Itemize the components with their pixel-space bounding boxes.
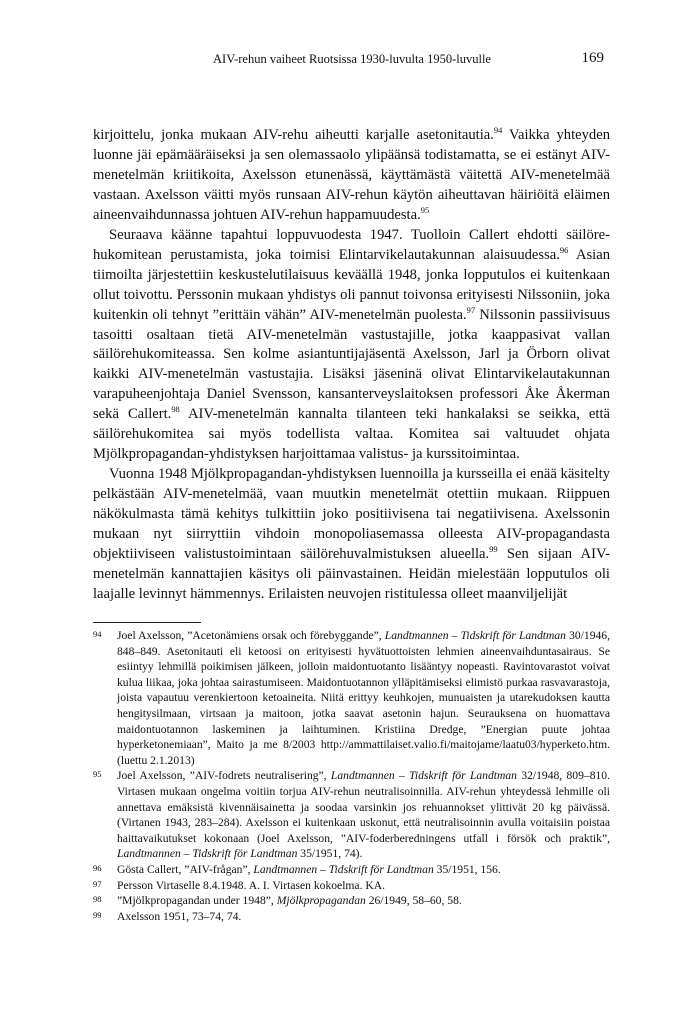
footnote-number: 99 — [93, 909, 102, 920]
running-header — [93, 52, 610, 70]
footnote-ref-96[interactable]: 96 — [559, 244, 569, 255]
footnote-ref-98[interactable]: 98 — [171, 404, 180, 415]
footnote-ref-94[interactable]: 94 — [493, 125, 503, 136]
footnote-number: 97 — [93, 878, 102, 889]
footnotes — [93, 628, 610, 924]
paragraph-1: kirjoittelu, jonka mukaan AIV-rehu aiheutti karjalle asetonitautia.$^{94}$ Vaikka yhteyden luonne jäi epämääräiseksi ja sen olemassaolo ylipäänsä todistamatta, se ei estänyt AIV-menetelmän kriitikoita, Axelsson etunenässä, käyttämästä väitettä AIV-menetelmää vastaan. Axelsson väitti myös runsaan AIV-rehun käytön aiheuttavan häiriöitä eläimen aineenvaihdunnassa johtuen AIV-rehun happamuudesta.$^{95}$ — [93, 125, 610, 223]
paragraph-2: Seuraava käänne tapahtui loppuvuodesta 1947. Tuolloin Callert ehdotti säilörehukomitean perustamista, joka toimisi Elintarvikelautakunnan alaisuudessa.$^{96}$ Asian tiimoilta järjestettiin keskustelutilaisuus keväällä 1948, jonka lopputulos ei kuitenkaan ollut toivottu. Perssonin mukaan yhdistys oli pannut toivonsa erityisesti Nilssoniin, joka kuitenkin oli tehnyt ”erittäin vähän” AIV-menetelmän puolesta.$^{97}$ Nilssonin passiivisuus tasoitti osaltaan tietä AIV-menetelmän vastustajille, jotka kaappasivat vallan säilörehukomiteassa. Sen kolme asiantuntijajäsentä Axelsson, Jarl ja Örborn olivat kaikki AIV-menetelmän vastustajia. Lisäksi jäseninä olivat Elintarvikelautakunnan varapuheenjohtaja Daniel Svensson, kansanterveyslaitoksen professori Åke Åkerman sekä Callert.$^{98}$ AIV-menetelmän kannalta tilanteen teki hankalaksi se seikka, että säilörehukomitea sai myös todellista valtaa. Komitea sai valtuudet ohjata Mjölkpropagandan-yhdistyksen harjoittamaa valistus- ja kurssitoimintaa. — [93, 226, 611, 463]
footnote-number: 96 — [93, 862, 102, 873]
footnote-number: 95 — [93, 769, 102, 780]
footnote-ref-97[interactable]: 97 — [466, 304, 476, 315]
footnote-94: 94 Joel Axelsson, ”Acetonämiens orsak och förebyggande”, Landtmannen – Tidskrift för Landtman 30/1946, 848–849. Asetonitauti eli ketoosi on erityisesti hyvätuottoisten lehmien aineenvaihduntasairaus. Se esiintyy lehmillä poikimisen jälkeen, jolloin maidontuotanto lisääntyy nopeasti. Ravintovarastot voivat kulua liikaa, joka johtaa sairastumiseen. Maidontuotannon ylläpitämiseksi elimistö purkaa rasvavarastoja, joista vapautuu verenkiertoon ketoaineita. Niitä erittyy keuhkojen, munuaisten ja utarekudoksen kautta hengitysilmaan, virtsaan ja maitoon, jotka saavat asetonin hajun. Seurauksena on huomattava maidontuotannon laskeminen ja laihtuminen. Kristiina Dredge, ”Energian puute johtaa hyperketonemiaan”, Maito ja me 8/2003 http://ammattilaiset.valio.fi/maitojame/laatu03/hyperketo.htm. (luettu 2.1.2013) — [93, 629, 610, 767]
body-text — [93, 126, 610, 605]
page-number: 169 — [581, 50, 604, 66]
footnote-95: 95 Joel Axelsson, ”AIV-fodrets neutralisering”, Landtmannen – Tidskrift för Landtman 32/1948, 809–810. Virtasen mukaan ongelma voitiin torjua AIV-rehun neutralisoinnilla. AIV-rehun yhteydessä lehmille oli annettava emäksistä kivennäisainetta ja soodaa varsinkin jos rehuannokset ylittivät 20 kg päivässä. (Virtanen 1943, 283–284). Axelsson ei kuitenkaan uskonut, että neutralisoinnin avulla voitaisiin poistaa haittavaikutukset kokonaan (Joel Axelsson, ”AIV-foderberedningens utfall i försök och praktik”, Landtmannen – Tidskrift för Landtman 35/1951, 74). — [93, 769, 610, 861]
footnote-ref-99[interactable]: 99 — [489, 544, 498, 555]
footnote-98: 98 ”Mjölkpropagandan under 1948”, Mjölkpropagandan 26/1949, 58–60, 58. — [93, 894, 462, 908]
footnote-divider — [93, 622, 201, 623]
paragraph-3: Vuonna 1948 Mjölkpropagandan-yhdistyksen luennoilla ja kursseilla ei enää käsitelty pelkästään AIV-menetelmää, vaan muutkin menetelmät otettiin mukaan. Riippuen näkökulmasta tämä kehitys tulkittiin joko positiivisena tai negatiivisena. Axelssonin mukaan nyt siirryttiin vihdoin monopoliasemassa olleesta AIV-propagandasta objektiiviseen valistustoimintaan säilörehuvalmistuksen alueella.$^{99}$ Sen sijaan AIV-menetelmän kannattajien käsitys oli päinvastainen. Heidän mielestään lopputulos oli laajalle levinnyt hämmennys. Erilaisten neuvojen ristitulessa olleet maanviljelijät — [93, 466, 610, 602]
footnote-97: 97 Persson Virtaselle 8.4.1948. A. I. Virtasen kokoelma. KA. — [93, 878, 386, 892]
running-title: AIV-rehun vaiheet Ruotsissa 1930-luvulta 1950-luvulle — [213, 52, 491, 66]
footnote-96: 96 Gösta Callert, ”AIV-frågan”, Landtmannen – Tidskrift för Landtman 35/1951, 156. — [93, 862, 501, 876]
footnote-99: 99 Axelsson 1951, 73–74, 74. — [93, 909, 242, 923]
footnote-number: 98 — [93, 894, 102, 905]
footnote-ref-95[interactable]: 95 — [420, 204, 430, 215]
footnote-number: 94 — [93, 629, 102, 639]
